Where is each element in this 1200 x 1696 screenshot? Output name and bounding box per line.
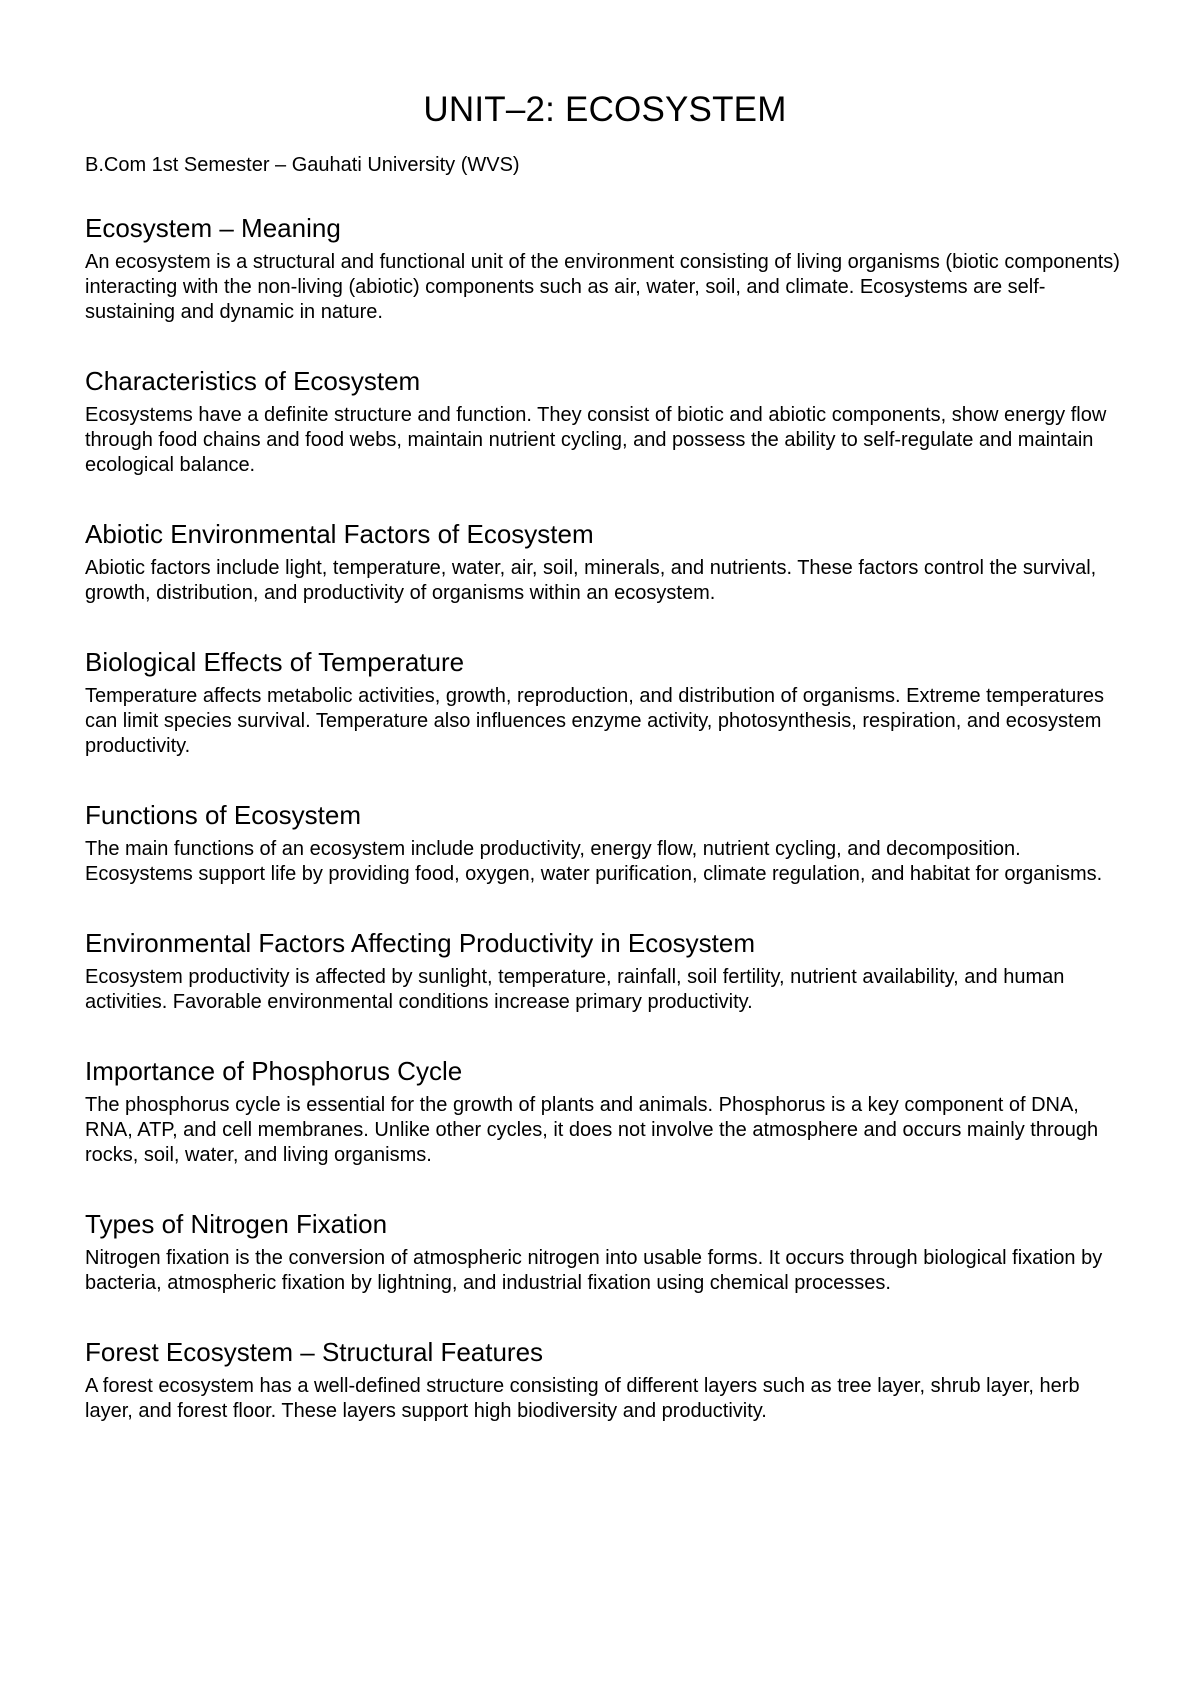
section-body: Ecosystems have a definite structure and function. They consist of biotic and abiotic components, show energy flow through food chains and food webs, maintain nutrient cycling, and possess the ability to self-regulate and maintain ecological balance. xyxy=(85,404,1107,476)
section-heading: Environmental Factors Affecting Productivity in Ecosystem xyxy=(85,928,756,958)
section-body: The phosphorus cycle is essential for the growth of plants and animals. Phosphorus is a key component of DNA, RNA, ATP, and cell membranes. Unlike other cycles, it does not involve the atmosphere and occurs mainly through rocks, soil, water, and living organisms. xyxy=(85,1094,1099,1166)
section-characteristics xyxy=(85,364,1125,478)
section-body: Abiotic factors include light, temperature, water, air, soil, minerals, and nutrients. These factors control the survival, growth, distribution, and productivity of organisms within an ecosystem. xyxy=(85,557,1097,604)
section-body: Ecosystem productivity is affected by sunlight, temperature, rainfall, soil fertility, nutrient availability, and human activities. Favorable environmental conditions increase primary productivity. xyxy=(85,966,1065,1013)
section-heading: Functions of Ecosystem xyxy=(85,800,361,830)
section-body: An ecosystem is a structural and functional unit of the environment consisting of living organisms (biotic components) interacting with the non-living (abiotic) components such as air, water, soil, and climate. Ecosystems are self-sustaining and dynamic in nature. xyxy=(85,251,1120,323)
section-ecosystem-meaning xyxy=(85,211,1125,325)
document-page xyxy=(85,88,1125,1463)
document-title: UNIT–2: ECOSYSTEM xyxy=(423,90,787,129)
section-heading: Characteristics of Ecosystem xyxy=(85,366,421,396)
section-productivity-factors xyxy=(85,926,1125,1015)
section-heading: Biological Effects of Temperature xyxy=(85,647,465,677)
section-nitrogen-fixation xyxy=(85,1207,1125,1296)
section-heading: Types of Nitrogen Fixation xyxy=(85,1209,388,1239)
section-heading: Forest Ecosystem – Structural Features xyxy=(85,1337,544,1367)
section-forest-ecosystem xyxy=(85,1335,1125,1424)
section-body: Nitrogen fixation is the conversion of atmospheric nitrogen into usable forms. It occurs through biological fixation by bacteria, atmospheric fixation by lightning, and industrial fixation using chemical processes. xyxy=(85,1247,1103,1294)
section-body: A forest ecosystem has a well-defined structure consisting of different layers such as tree layer, shrub layer, herb layer, and forest floor. These layers support high biodiversity and productivity. xyxy=(85,1375,1080,1422)
section-temperature-effects xyxy=(85,645,1125,759)
section-phosphorus-cycle xyxy=(85,1054,1125,1168)
section-functions xyxy=(85,798,1125,887)
section-heading: Abiotic Environmental Factors of Ecosystem xyxy=(85,519,594,549)
document-subtitle: B.Com 1st Semester – Gauhati University (WVS) xyxy=(85,154,520,176)
section-body: Temperature affects metabolic activities, growth, reproduction, and distribution of organisms. Extreme temperatures can limit species survival. Temperature also influences enzyme activity, photosynthesis, respiration, and ecosystem productivity. xyxy=(85,685,1104,757)
sections-list xyxy=(85,211,1125,1424)
section-body: The main functions of an ecosystem include productivity, energy flow, nutrient cycling, and decomposition. Ecosystems support life by providing food, oxygen, water purification, climate regulation, and habitat for organisms. xyxy=(85,838,1103,885)
section-heading: Ecosystem – Meaning xyxy=(85,213,341,243)
section-heading: Importance of Phosphorus Cycle xyxy=(85,1056,463,1086)
section-abiotic-factors xyxy=(85,517,1125,606)
